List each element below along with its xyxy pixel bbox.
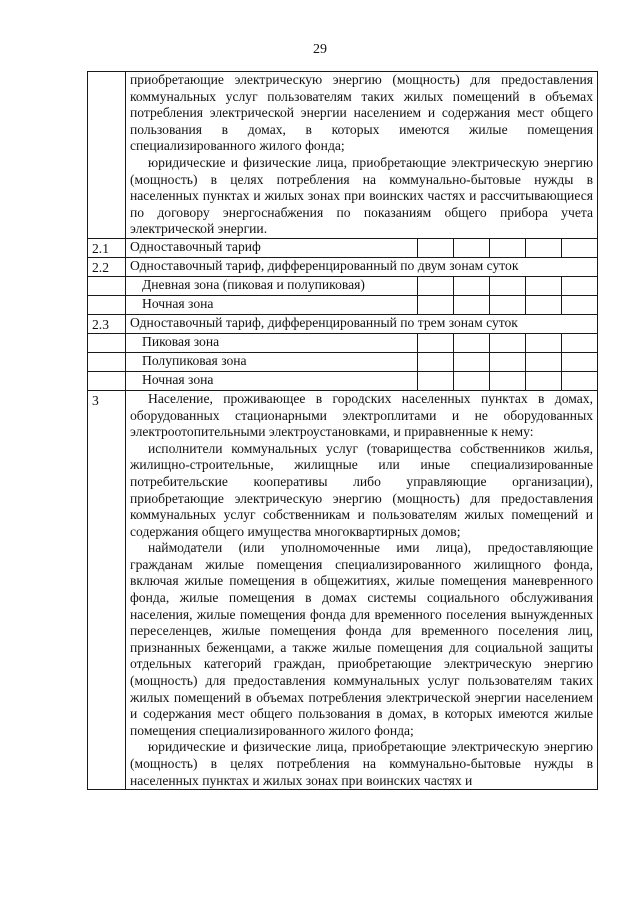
zone-label: Ночная зона	[142, 371, 214, 387]
value-cell	[453, 239, 489, 257]
tariff-label: Одноставочный тариф	[130, 238, 261, 254]
tariff-label: Одноставочный тариф, дифференцированный по трем зонам суток	[130, 314, 518, 330]
value-cell	[453, 372, 489, 390]
value-cell	[417, 353, 453, 371]
row-number: 2.3	[88, 314, 126, 333]
zone-cell	[126, 295, 598, 314]
page-number: 29	[313, 42, 327, 57]
row-number-cell	[88, 333, 126, 352]
value-cell	[525, 372, 561, 390]
zone-label: Полупиковая зона	[142, 352, 247, 368]
consumer-description-cell	[126, 72, 598, 239]
tariff-cell	[126, 314, 598, 333]
paragraph: юридические и физические лица, приобретающие электрическую энергию (мощность) в целях потребления на коммунально-бытовые нужды в населенных пунктах и жилых зонах при воинских частях и рассчитывающиеся по договору энергоснабжения по показаниям общего прибора учета электрической энергии.	[130, 154, 593, 237]
value-cell	[489, 277, 525, 295]
value-cell	[525, 296, 561, 314]
value-cell	[561, 334, 597, 352]
value-cell	[561, 353, 597, 371]
value-cell	[525, 334, 561, 352]
value-cell	[561, 277, 597, 295]
tariff-label: Одноставочный тариф, дифференцированный по двум зонам суток	[130, 257, 519, 273]
value-cell	[525, 277, 561, 295]
zone-label: Дневная зона (пиковая и полупиковая)	[142, 276, 365, 292]
zone-label: Пиковая зона	[142, 333, 220, 349]
row-number: 3	[88, 390, 126, 789]
value-cell	[417, 277, 453, 295]
zone-cell	[126, 333, 598, 352]
row-number: 2.2	[88, 257, 126, 276]
table-row	[88, 257, 598, 276]
row-number-cell	[88, 72, 126, 239]
value-cell	[453, 353, 489, 371]
value-cell	[489, 239, 525, 257]
row-number-cell	[88, 352, 126, 371]
tariff-table	[87, 71, 598, 790]
zone-cell	[126, 352, 598, 371]
value-cell	[417, 334, 453, 352]
zone-cell	[126, 371, 598, 390]
row-number-cell	[88, 371, 126, 390]
row-number-cell	[88, 295, 126, 314]
table-row	[88, 295, 598, 314]
paragraph: приобретающие электрическую энергию (мощность) для предоставления коммунальных услуг пользователям таких жилых помещений в объемах потребления электрической энергии населением и содержания мест общего пользования в домах, в которых имеются жилые помещения специализированного жилого фонда;	[130, 72, 593, 154]
value-cell	[561, 372, 597, 390]
value-cell	[489, 353, 525, 371]
value-cell	[561, 239, 597, 257]
table-row	[88, 333, 598, 352]
paragraph: наймодатели (или уполномоченные ими лица), предоставляющие гражданам жилые помещения специализированного жилищного фонда, включая жилые помещения в общежитиях, жилые помещения маневренного фонда, жилые помещения в домах системы социального обслуживания населения, жилые помещения фонда для временного поселения вынужденных переселенцев, жилые помещения фонда для временного поселения лиц, признанных беженцами, а также жилые помещения для социальной защиты отдельных категорий граждан, приобретающие электрическую энергию (мощность) для предоставления коммунальных услуг пользователям таких жилых помещений в объемах потребления электрической энергии населением и содержания мест общего пользования в домах, в которых имеются жилые помещения специализированного жилого фонда;	[130, 540, 593, 738]
table-row	[88, 371, 598, 390]
value-cell	[525, 239, 561, 257]
value-cell	[417, 239, 453, 257]
table-row	[88, 72, 598, 239]
value-cell	[453, 296, 489, 314]
table-row	[88, 352, 598, 371]
table-row	[88, 238, 598, 257]
table-row	[88, 390, 598, 789]
value-cell	[489, 372, 525, 390]
value-cell	[417, 296, 453, 314]
value-cell	[453, 277, 489, 295]
value-cell	[417, 372, 453, 390]
paragraph: исполнители коммунальных услуг (товарищества собственников жилья, жилищно-строительные, жилищные или иные специализированные потребительские кооперативы либо управляющие организации), приобретающие электрическую энергию (мощность) для предоставления коммунальных услуг собственникам и пользователям жилых помещений и содержания общего имущества многоквартирных домов;	[130, 440, 593, 539]
value-cell	[525, 353, 561, 371]
value-cell	[561, 296, 597, 314]
row-number: 2.1	[88, 238, 126, 257]
row-number-cell	[88, 276, 126, 295]
zone-cell	[126, 276, 598, 295]
paragraph: юридические и физические лица, приобретающие электрическую энергию (мощность) в целях потребления на коммунально-бытовые нужды в населенных пунктах и жилых зонах при воинских частях и	[130, 739, 593, 788]
zone-label: Ночная зона	[142, 295, 214, 311]
value-cell	[489, 296, 525, 314]
consumer-description-cell	[126, 390, 598, 789]
table-row	[88, 314, 598, 333]
table-row	[88, 276, 598, 295]
tariff-cell	[126, 257, 598, 276]
paragraph: Население, проживающее в городских населенных пунктах в домах, оборудованных стационарными электроплитами и не оборудованных электроотопительными электроустановками, и приравненные к нему:	[130, 390, 593, 440]
value-cell	[453, 334, 489, 352]
value-cell	[489, 334, 525, 352]
tariff-cell	[126, 238, 598, 257]
